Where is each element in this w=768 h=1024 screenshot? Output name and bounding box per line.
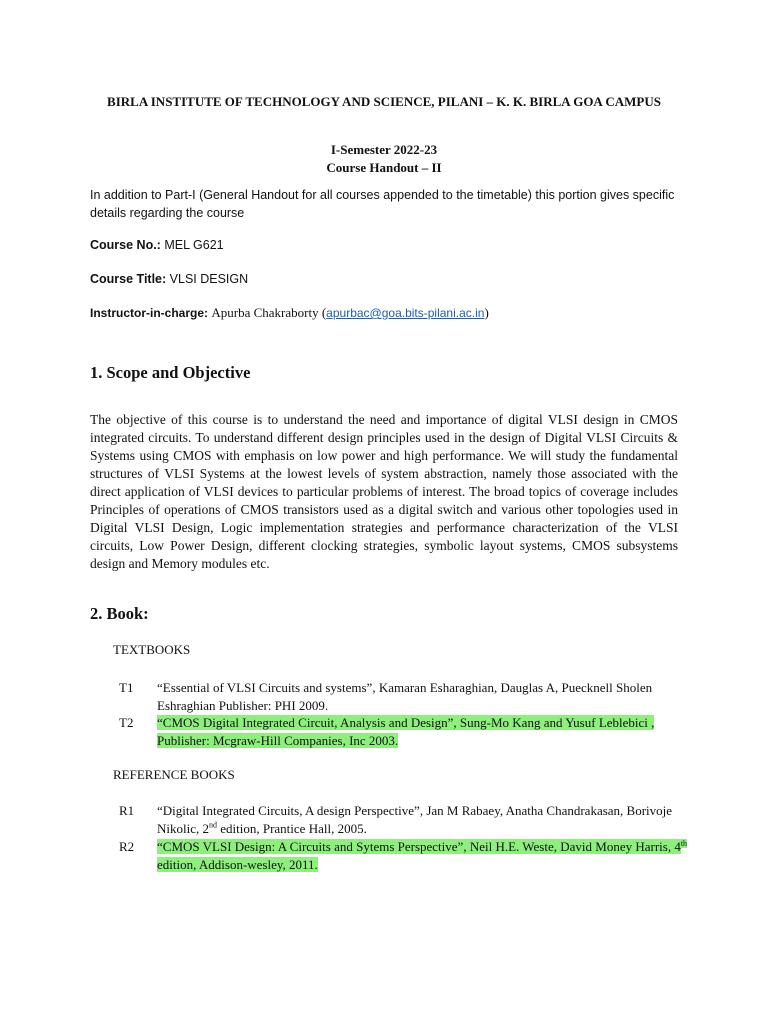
instructor-name: Apurba Chakraborty ( [211,305,327,320]
semester-line: I-Semester 2022-23 [330,142,438,157]
instructor-close: ) [484,305,489,320]
reference-item [119,838,689,874]
reference-tag: R2 [119,839,135,854]
course-no-value: MEL G621 [164,238,224,252]
intro-paragraph: In addition to Part-I (General Handout for all courses appended to the timetable) this portion gives specific details regarding the course [90,188,675,220]
textbook-tag: T2 [119,715,134,730]
course-no-label: Course No.: [90,238,161,252]
textbook-tag: T1 [119,680,134,695]
course-title-field [90,270,248,288]
scope-heading: 1. Scope and Objective [90,363,251,382]
reference-books-label: REFERENCE BOOKS [113,767,235,782]
textbooks-label: TEXTBOOKS [113,642,191,657]
highlighted-text-sup: th [680,838,688,848]
instructor-label: Instructor-in-charge: [90,306,209,320]
course-no-field [90,236,224,254]
highlighted-text-post: edition, Addison-wesley, 2011. [157,857,318,872]
reference-item [119,802,689,838]
reference-text [157,802,689,838]
textbook-item [119,714,689,750]
reference-text-highlighted [157,838,689,874]
instructor-field [90,304,489,322]
textbook-text-highlighted [157,714,689,750]
scope-paragraph: The objective of this course is to understand the need and importance of digital VLSI design in CMOS integrated circuits. To understand different design principles used in the design of Digital VLSI Circuits & Systems using CMOS with emphasis on low power and high performance. We will study the fundamental structures of VLSI Systems at the lowest levels of system abstraction, namely those associated with the direct application of VLSI devices to particular problems of interest. The broad topics of coverage includes Principles of operations of CMOS transistors used as a digital switch and various other topologies used in Digital VLSI Design, Logic implementation strategies and performance characterization of the VLSI circuits, Low Power Design, different clocking strategies, symbolic layout systems, CMOS subsystems design and Memory modules etc. [90,412,678,571]
textbook-item [119,679,689,715]
reference-text-pre: “Digital Integrated Circuits, A design Perspective”, Jan M Rabaey, Anatha Chandrakasan, Borivoje Nikolic, 2 [157,803,673,836]
course-title-value: VLSI DESIGN [169,272,249,286]
book-heading: 2. Book: [90,604,149,623]
textbook-text: “Essential of VLSI Circuits and systems”, Kamaran Esharaghian, Dauglas A, Puecknell Sholen Eshraghian Publisher: PHI 2009. [157,680,653,713]
reference-tag: R1 [119,803,135,818]
reference-text-sup: nd [209,820,217,830]
highlighted-text-pre: “CMOS VLSI Design: A Circuits and Sytems Perspective”, Neil H.E. Weste, David Money Harris, 4 [157,839,681,854]
institute-title: BIRLA INSTITUTE OF TECHNOLOGY AND SCIENCE, PILANI – K. K. BIRLA GOA CAMPUS [107,94,661,109]
semester-block [90,141,678,177]
handout-line: Course Handout – II [326,160,442,175]
reference-text-post: edition, Prantice Hall, 2005. [217,821,367,836]
instructor-email-link[interactable]: apurbac@goa.bits-pilani.ac.in [326,306,485,320]
course-title-label: Course Title: [90,272,167,286]
highlighted-text: “CMOS Digital Integrated Circuit, Analysis and Design”, Sung-Mo Kang and Yusuf Leblebici , Publisher: Mcgraw-Hill Companies, Inc 2003. [157,715,655,748]
